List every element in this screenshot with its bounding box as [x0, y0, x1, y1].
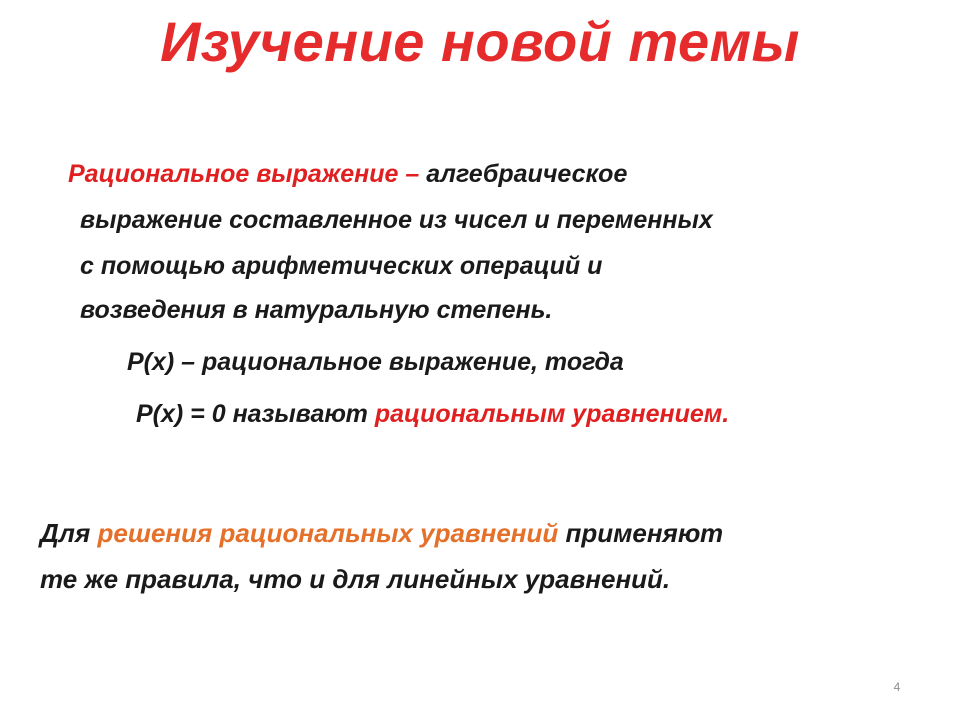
slide-title: Изучение новой темы — [160, 10, 800, 73]
note-line-2: те же правила, что и для линейных уравнений. — [40, 564, 671, 594]
definition-line-3: с помощью арифметических операций и — [80, 252, 603, 280]
note-highlight: решения рациональных уравнений — [97, 518, 559, 548]
definition-line-1-text: алгебраическое — [419, 160, 628, 188]
rational-equation-term: рациональным уравнением. — [374, 400, 730, 428]
definition-line-4: возведения в натуральную степень. — [80, 296, 553, 324]
definition-line-2: выражение составленное из чисел и переменных — [80, 206, 713, 234]
note-rest: применяют — [558, 518, 724, 548]
definition-term: Рациональное выражение – — [68, 160, 420, 188]
definition-line-5: P(x) – рациональное выражение, тогда — [127, 348, 624, 376]
note-start: Для — [40, 518, 98, 548]
page-number: 4 — [893, 680, 901, 694]
definition-line-1 — [68, 158, 627, 190]
equation-text: P(x) = 0 называют — [136, 400, 375, 428]
definition-line-6 — [136, 398, 729, 430]
note-line-1 — [40, 517, 723, 549]
